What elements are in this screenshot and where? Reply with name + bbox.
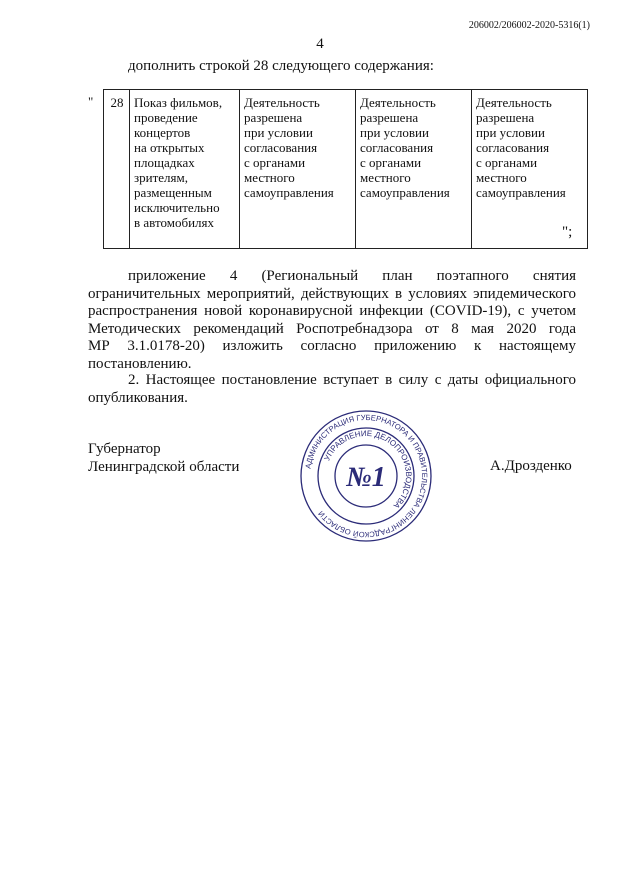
description-cell [130, 90, 240, 249]
paragraph-annex-4 [88, 268, 576, 373]
cell-line: Деятельность [476, 95, 552, 110]
signatory-title-line-2: Ленинградской области [88, 459, 240, 475]
cell-line: в автомобилях [134, 215, 214, 230]
paragraph-line: приложение 4 (Региональный план поэтапного снятия [128, 268, 576, 284]
cell-line: с органами [476, 155, 538, 170]
quote-close: "; [562, 224, 573, 240]
cell-line: местного [476, 170, 527, 185]
document-id: 206002/206002-2020-5316(1) [468, 20, 590, 31]
cell-line: при условии [476, 125, 545, 140]
stamp-number: №1 [346, 462, 386, 493]
cell-line: самоуправления [244, 185, 334, 200]
cell-line: согласования [476, 140, 550, 155]
paragraph-line: постановлению. [88, 355, 192, 372]
cell-line: с органами [244, 155, 306, 170]
activity-cell-2 [356, 90, 472, 249]
paragraph-line: МР 3.1.0178-20) изложить согласно приложению к настоящему [88, 338, 576, 354]
paragraph-line: ограничительных мероприятий, действующих в условиях эпидемического [88, 285, 576, 302]
signatory-name: А.Дрозденко [490, 458, 572, 474]
cell-line: на открытых [134, 140, 205, 155]
cell-line: концертов [134, 125, 191, 140]
cell-line: исключительно [134, 200, 220, 215]
cell-line: с органами [360, 155, 422, 170]
row-number-cell: 28 [104, 90, 130, 249]
cell-line: при условии [244, 125, 313, 140]
cell-line: разрешена [360, 110, 419, 125]
paragraph-effective-date [88, 372, 576, 407]
cell-line: местного [360, 170, 411, 185]
cell-line: разрешена [244, 110, 303, 125]
cell-line: местного [244, 170, 295, 185]
cell-line: согласования [360, 140, 434, 155]
cell-line: проведение [134, 110, 198, 125]
paragraph-line: Методических рекомендаций Роспотребнадзора от 8 мая 2020 года [88, 320, 576, 337]
official-stamp [298, 408, 434, 544]
cell-line: размещенным [134, 185, 212, 200]
insert-table [103, 89, 588, 249]
signatory-title-line-1: Губернатор [88, 441, 161, 457]
activity-cell-1 [240, 90, 356, 249]
cell-line: самоуправления [360, 185, 450, 200]
cell-line: Деятельность [360, 95, 436, 110]
intro-text: дополнить строкой 28 следующего содержания: [128, 58, 434, 74]
paragraph-line: опубликования. [88, 389, 188, 406]
cell-line: площадках [134, 155, 195, 170]
stamp-outer-text: АДМИНИСТРАЦИЯ ГУБЕРНАТОРА И ПРАВИТЕЛЬСТВА ЛЕНИНГРАДСКОЙ ОБЛАСТИ [303, 412, 430, 540]
paragraph-line: распространения новой коронавирусной инфекции (COVID-19), с учетом [88, 303, 576, 319]
cell-line: Показ фильмов, [134, 95, 223, 110]
signatory-title [88, 440, 239, 476]
cell-line: Деятельность [244, 95, 320, 110]
cell-line: согласования [244, 140, 318, 155]
table-row [104, 90, 588, 249]
page-number: 4 [316, 36, 324, 52]
cell-line: самоуправления [476, 185, 566, 200]
stamp-inner-text: УПРАВЛЕНИЕ ДЕЛОПРОИЗВОДСТВА [322, 428, 414, 511]
cell-line: разрешена [476, 110, 535, 125]
cell-line: при условии [360, 125, 429, 140]
quote-open: " [88, 94, 94, 109]
paragraph-line: 2. Настоящее постановление вступает в силу с даты официального [128, 372, 576, 388]
cell-line: зрителям, [134, 170, 188, 185]
